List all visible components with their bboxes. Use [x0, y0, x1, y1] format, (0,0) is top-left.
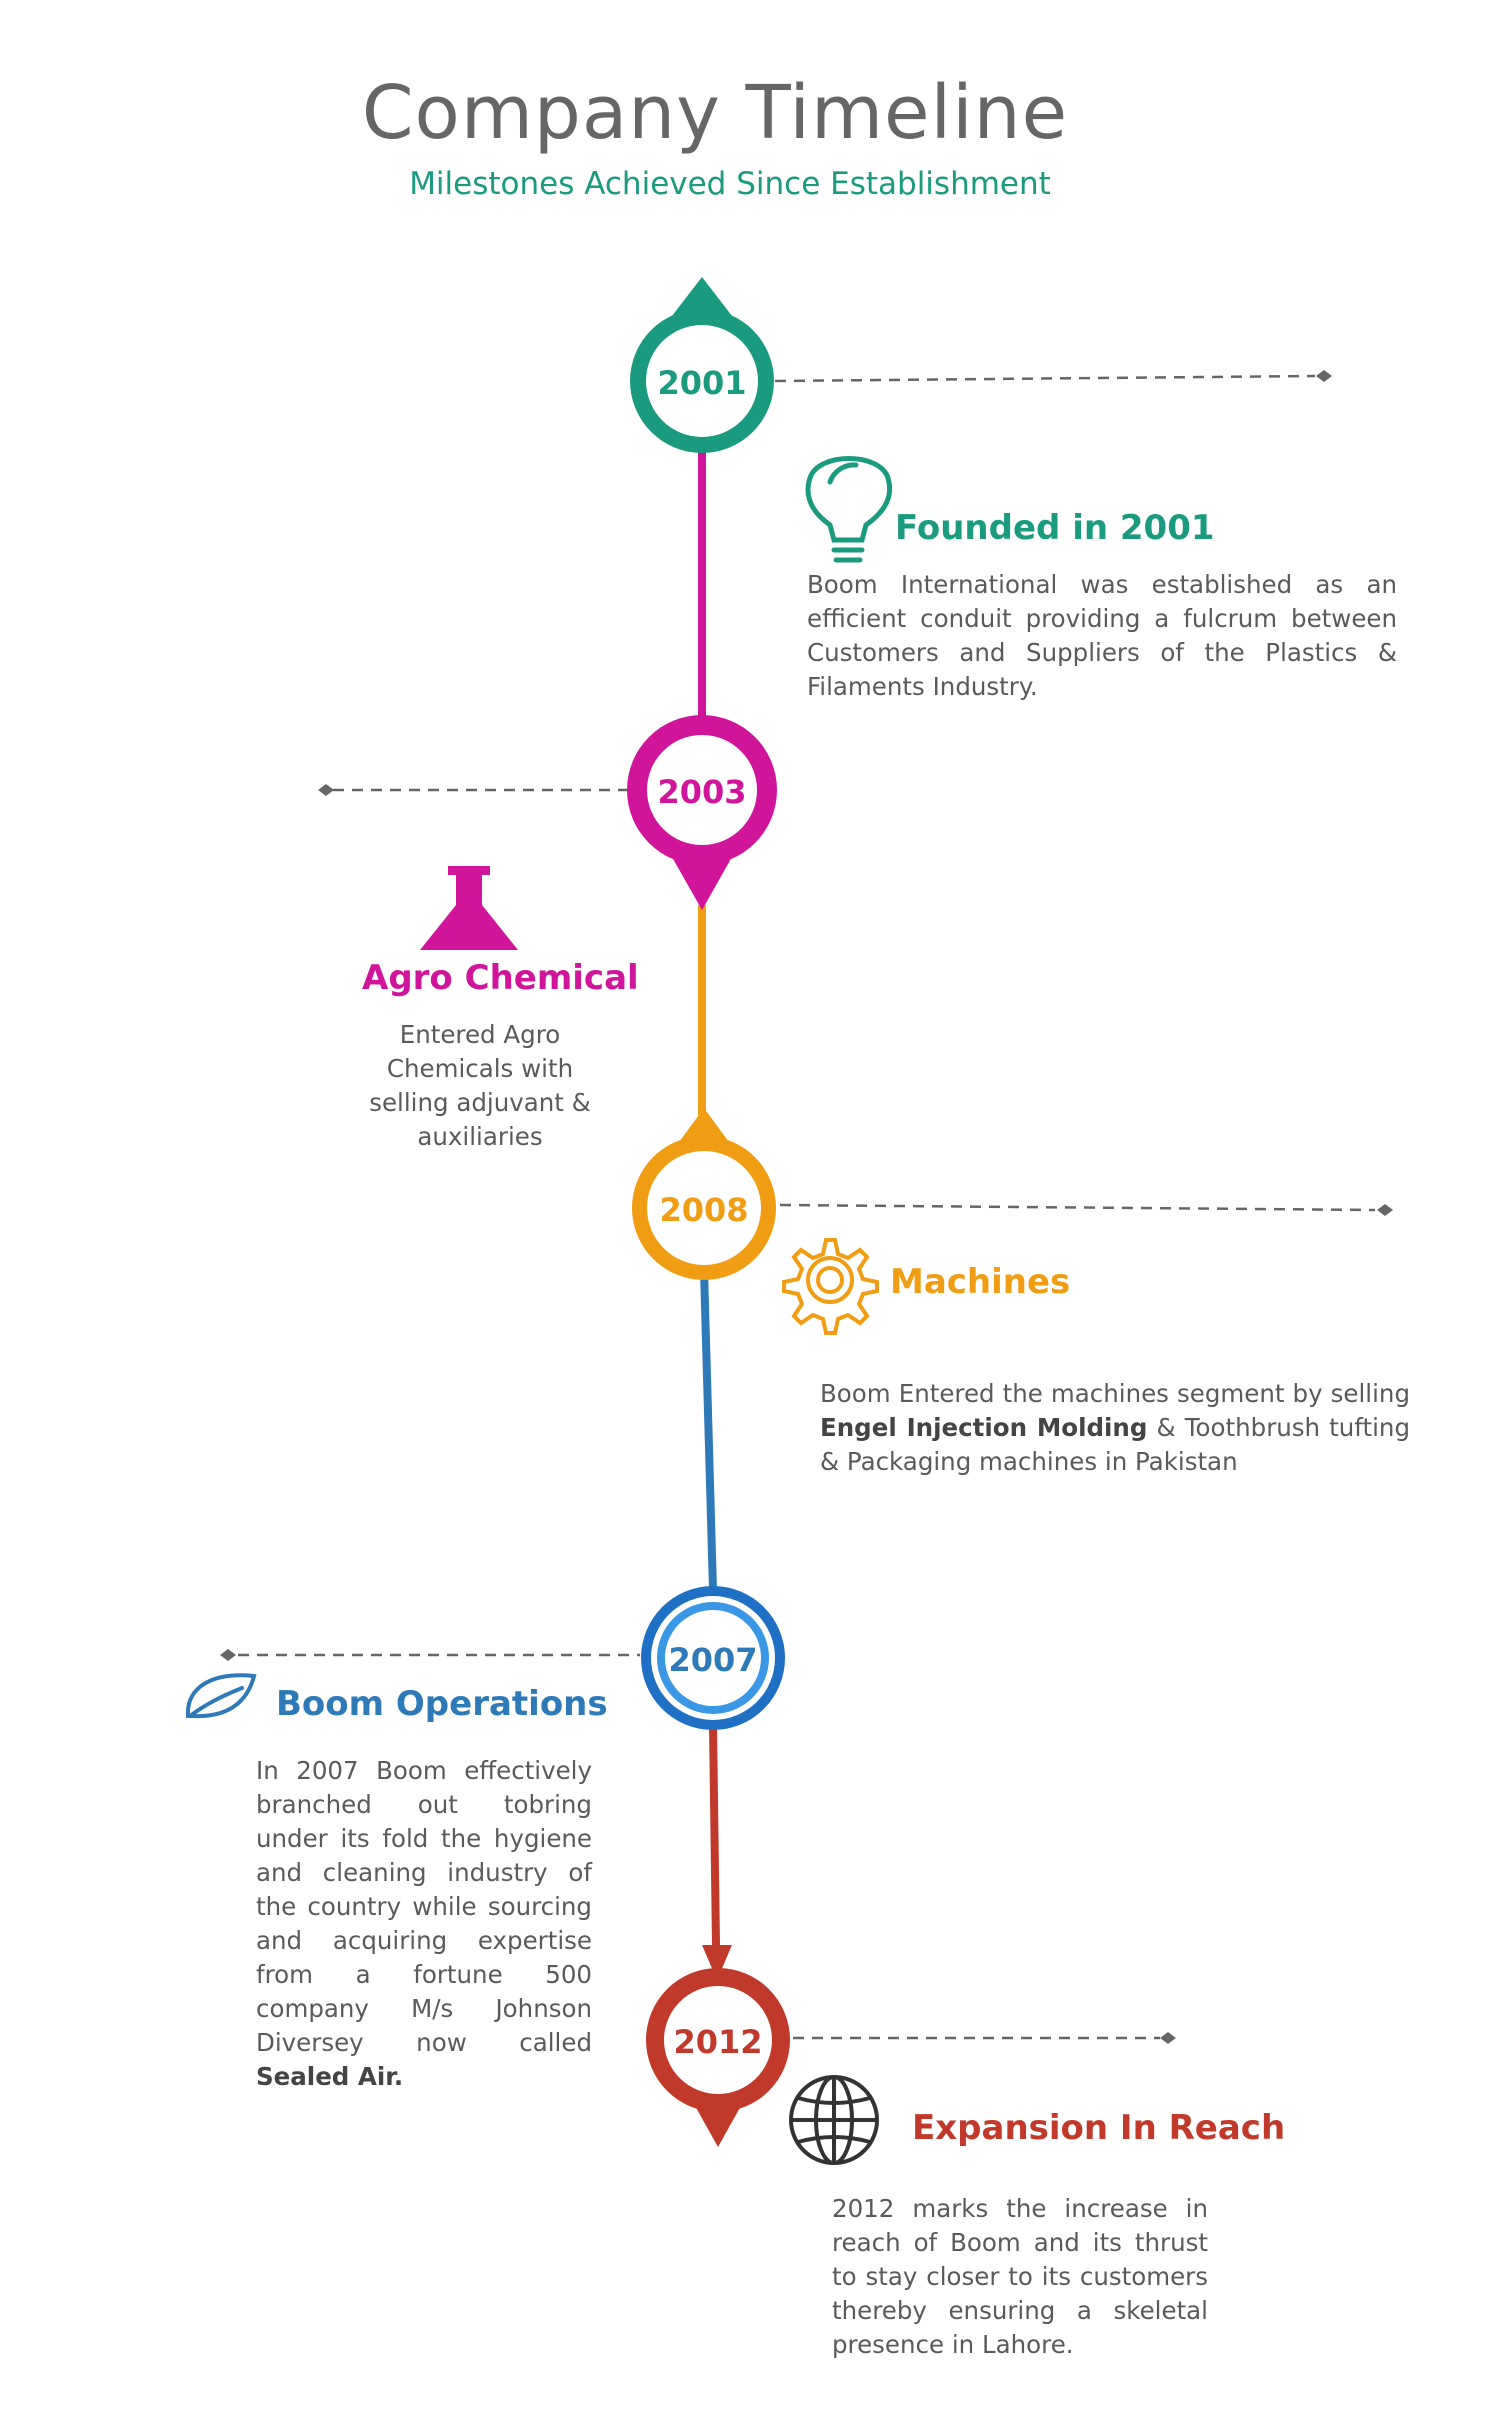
year-marker-2012 [646, 1968, 790, 2147]
year-label-2008: 2008 [659, 1191, 749, 1229]
globe-icon [791, 2077, 877, 2163]
dashed-connector-2001 [775, 370, 1332, 382]
gear-icon [784, 1240, 877, 1333]
body-bold-text: Sealed Air. [256, 2062, 404, 2091]
dashed-connector-2003 [318, 784, 630, 796]
milestone-body-line: Entered Agro [399, 1020, 561, 1049]
segment-2007-2012 [713, 1725, 716, 1945]
flask-icon [420, 866, 518, 950]
leaf-icon [188, 1675, 254, 1716]
milestone-heading-2008: Machines [890, 1262, 1071, 1302]
year-marker-2001 [630, 277, 774, 453]
milestone-body-2008 [820, 1377, 1410, 1479]
dashed-connector-2008 [780, 1204, 1393, 1216]
year-label-2003: 2003 [657, 773, 747, 811]
body-text: & Toothbrush tufting & Packaging machines in Pakistan [820, 1413, 1410, 1476]
segment-2008-2007 [704, 1270, 713, 1590]
page-title: Company Timeline [361, 70, 1069, 156]
milestone-heading-2003: Agro Chemical [362, 958, 639, 998]
milestone-body-line: selling adjuvant & [369, 1088, 591, 1117]
milestone-heading-2007: Boom Operations [276, 1684, 608, 1724]
dashed-connector-2007 [220, 1649, 640, 1661]
milestone-body-2012: 2012 marks the increase in reach of Boom and its thrust to stay closer to its customers thereby ensuring a skeletal presence in Lahore. [832, 2194, 1208, 2359]
year-marker-2007 [641, 1586, 785, 1730]
milestone-heading-2001: Founded in 2001 [895, 508, 1215, 548]
lightbulb-icon [808, 459, 890, 561]
milestone-heading-2012: Expansion In Reach [912, 2108, 1286, 2148]
milestone-body-2003 [360, 1018, 600, 1154]
milestone-body-2001: Boom International was established as an efficient conduit providing a fulcrum between Customers and Suppliers of the Plastics & Filaments Industry. [807, 570, 1397, 701]
year-label-2001: 2001 [657, 364, 747, 402]
year-label-2007: 2007 [668, 1641, 758, 1679]
dashed-connector-2012 [793, 2032, 1176, 2044]
body-text: In 2007 Boom effectively branched out tobring under its fold the hygiene and cleaning industry of the country while sourcing and acquiring expertise from a fortune 500 company M/s Johnson Diversey now called [256, 1756, 592, 2057]
body-bold-text: Engel Injection Molding [820, 1413, 1148, 1442]
year-marker-2003 [627, 715, 777, 910]
milestone-body-2007 [256, 1754, 592, 2094]
milestone-body-line: Chemicals with [386, 1054, 574, 1083]
body-text: Boom Entered the machines segment by selling [820, 1379, 1410, 1408]
page-subtitle: Milestones Achieved Since Establishment [409, 166, 1051, 202]
year-label-2012: 2012 [673, 2023, 763, 2061]
year-marker-2008 [632, 1108, 776, 1280]
milestone-body-line: auxiliaries [417, 1122, 543, 1151]
